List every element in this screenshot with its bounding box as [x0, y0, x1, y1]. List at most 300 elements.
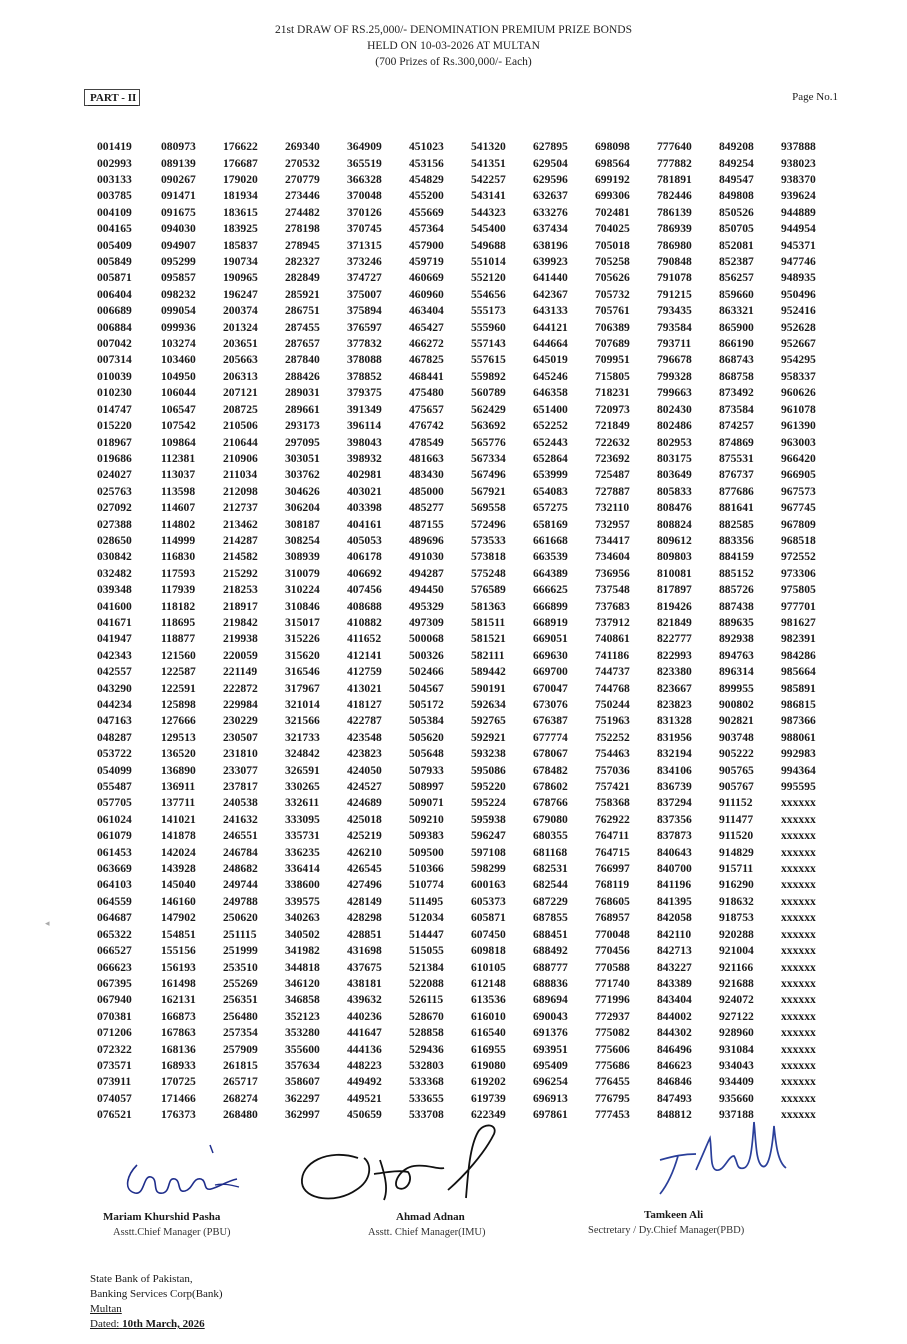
bond-number-cell: 370126	[347, 205, 382, 219]
bond-number-cell: 495329	[409, 599, 444, 613]
bond-number-cell: 802430	[657, 402, 692, 416]
bond-number-cell: 680355	[533, 829, 568, 843]
bond-number-cell: 688836	[533, 976, 568, 990]
bond-number-cell: 966420	[781, 451, 816, 465]
bond-number-cell: 210906	[223, 451, 258, 465]
bond-number-cell: 944954	[781, 222, 816, 236]
bond-number-cell: 505648	[409, 747, 444, 761]
bond-number-cell: 732110	[595, 501, 630, 515]
bond-number-cell: 457900	[409, 238, 444, 252]
bond-number-cell: 505620	[409, 730, 444, 744]
bond-number-cell: 868743	[719, 353, 754, 367]
bond-number-cell: 509071	[409, 796, 444, 810]
bond-number-cell: 057705	[97, 796, 132, 810]
bond-number-cell: 590191	[471, 681, 506, 695]
bond-number-cell: 067940	[97, 993, 132, 1007]
bond-number-cell: 823823	[657, 698, 692, 712]
bond-number-cell: 850526	[719, 205, 754, 219]
bond-number-cell: 047163	[97, 714, 132, 728]
bond-number-cell: 214287	[223, 533, 258, 547]
bond-number-cell: 768957	[595, 911, 630, 925]
bond-number-cell: 250620	[223, 911, 258, 925]
bond-number-cell: 297095	[285, 435, 320, 449]
bond-number-cell: 597108	[471, 845, 506, 859]
bond-number-cell: 211034	[223, 468, 258, 482]
draw-title: 21st DRAW OF RS.25,000/- DENOMINATION PREMIUM PRIZE BONDS	[275, 24, 632, 36]
number-row	[97, 730, 833, 746]
prize-bond-number-rows	[97, 139, 833, 1123]
number-row	[97, 877, 833, 893]
bond-number-cell: 025763	[97, 484, 132, 498]
bond-number-cell: 573818	[471, 550, 506, 564]
bond-number-cell: 116830	[161, 550, 196, 564]
bond-number-cell: 952628	[781, 320, 816, 334]
bond-number-cell: 095299	[161, 255, 196, 269]
bond-number-cell: 370048	[347, 189, 382, 203]
bond-number-cell: 526115	[409, 993, 444, 1007]
bond-number-cell: 500068	[409, 632, 444, 646]
bond-number-cell: 843227	[657, 960, 692, 974]
bond-number-cell: 336414	[285, 862, 320, 876]
bond-number-cell: 460669	[409, 271, 444, 285]
bond-number-cell: 555960	[471, 320, 506, 334]
bond-number-cell: 961390	[781, 419, 816, 433]
bond-number-cell: 911152	[719, 796, 753, 810]
number-row	[97, 992, 833, 1008]
bond-number-cell: 595938	[471, 812, 506, 826]
bond-number-cell: 155156	[161, 944, 196, 958]
bond-number-cell: 698098	[595, 140, 630, 154]
bond-number-cell: 255269	[223, 976, 258, 990]
bond-number-cell: 552120	[471, 271, 506, 285]
number-row	[97, 812, 833, 828]
bond-number-cell: 664389	[533, 566, 568, 580]
bond-number-cell: 146160	[161, 894, 196, 908]
bond-number-cell: 793711	[657, 337, 692, 351]
bond-number-cell: 883356	[719, 533, 754, 547]
bond-number-cell: 006884	[97, 320, 132, 334]
bond-number-cell: 600163	[471, 878, 506, 892]
bond-number-cell: 143928	[161, 862, 196, 876]
bond-number-cell: 937188	[719, 1108, 754, 1122]
bond-number-cell: 934409	[719, 1075, 754, 1089]
draw-venue: HELD ON 10-03-2026 AT MULTAN	[367, 40, 540, 52]
issue-date-value: 10th March, 2026	[122, 1318, 205, 1330]
bond-number-cell: 751963	[595, 714, 630, 728]
bond-number-cell: 557143	[471, 337, 506, 351]
bond-number-cell: 688451	[533, 927, 568, 941]
bond-number-cell: 455669	[409, 205, 444, 219]
bond-number-cell: 179020	[223, 173, 258, 187]
bond-number-cell: 509500	[409, 845, 444, 859]
bond-number-cell: 846496	[657, 1042, 692, 1056]
bond-number-cell: 889635	[719, 615, 754, 629]
bond-number-cell: 918753	[719, 911, 754, 925]
bond-number-cell: 669700	[533, 665, 568, 679]
bond-number-cell: 528858	[409, 1026, 444, 1040]
bond-number-cell: 118877	[161, 632, 196, 646]
bond-number-cell: 757421	[595, 780, 630, 794]
bond-number-cell: 099936	[161, 320, 196, 334]
number-row	[97, 1091, 833, 1107]
bond-number-cell: 333095	[285, 812, 320, 826]
bond-number-cell: 961078	[781, 402, 816, 416]
bond-number-cell: 137711	[161, 796, 196, 810]
bond-number-cell: 509210	[409, 812, 444, 826]
bond-number-cell: 677774	[533, 730, 568, 744]
bond-number-cell: 529436	[409, 1042, 444, 1056]
bond-number-cell: 766997	[595, 862, 630, 876]
bond-number-cell: 740861	[595, 632, 630, 646]
bond-number-cell: 775686	[595, 1058, 630, 1072]
bond-number-cell: 786980	[657, 238, 692, 252]
bond-number-cell: xxxxxx	[781, 927, 816, 941]
bond-number-cell: 066623	[97, 960, 132, 974]
bond-number-cell: 554656	[471, 287, 506, 301]
bond-number-cell: 201324	[223, 320, 258, 334]
bond-number-cell: 842058	[657, 911, 692, 925]
bond-number-cell: 921166	[719, 960, 754, 974]
bond-number-cell: 340502	[285, 927, 320, 941]
bond-number-cell: 837294	[657, 796, 692, 810]
bond-number-cell: 028650	[97, 533, 132, 547]
bond-number-cell: 734417	[595, 533, 630, 547]
bond-number-cell: 894763	[719, 648, 754, 662]
bond-number-cell: 744768	[595, 681, 630, 695]
bond-number-cell: 176687	[223, 156, 258, 170]
bond-number-cell: 346858	[285, 993, 320, 1007]
bond-number-cell: 663539	[533, 550, 568, 564]
bond-number-cell: 977701	[781, 599, 816, 613]
bond-number-cell: 122591	[161, 681, 196, 695]
bond-number-cell: 718231	[595, 386, 630, 400]
number-row	[97, 795, 833, 811]
bond-number-cell: 905222	[719, 747, 754, 761]
bond-number-cell: 884159	[719, 550, 754, 564]
bond-number-cell: 190734	[223, 255, 258, 269]
bond-number-cell: 975805	[781, 583, 816, 597]
bond-number-cell: 678766	[533, 796, 568, 810]
bond-number-cell: 063669	[97, 862, 132, 876]
bond-number-cell: 251999	[223, 944, 258, 958]
bond-number-cell: 995595	[781, 780, 816, 794]
number-row	[97, 927, 833, 943]
number-row	[97, 221, 833, 237]
number-row	[97, 434, 833, 450]
bond-number-cell: 935660	[719, 1091, 754, 1105]
bond-number-cell: 379375	[347, 386, 382, 400]
bond-number-cell: 668919	[533, 615, 568, 629]
bond-number-cell: 928960	[719, 1026, 754, 1040]
bond-number-cell: 321566	[285, 714, 320, 728]
bond-number-cell: 039348	[97, 583, 132, 597]
bond-number-cell: 576589	[471, 583, 506, 597]
bond-number-cell: 931084	[719, 1042, 754, 1056]
bond-number-cell: 205663	[223, 353, 258, 367]
bond-number-cell: 449492	[347, 1075, 382, 1089]
number-row	[97, 1041, 833, 1057]
bond-number-cell: 106547	[161, 402, 196, 416]
bond-number-cell: 781891	[657, 173, 692, 187]
bond-number-cell: 555173	[471, 304, 506, 318]
bond-number-cell: 065322	[97, 927, 132, 941]
bond-number-cell: 230507	[223, 730, 258, 744]
bond-number-cell: 229984	[223, 698, 258, 712]
bond-number-cell: 725487	[595, 468, 630, 482]
bond-number-cell: 610105	[471, 960, 506, 974]
bond-number-cell: 483430	[409, 468, 444, 482]
bond-number-cell: 629596	[533, 173, 568, 187]
bond-number-cell: 206313	[223, 369, 258, 383]
bond-number-cell: 095857	[161, 271, 196, 285]
issuer-city: Multan	[90, 1303, 122, 1315]
bond-number-cell: 027092	[97, 501, 132, 515]
bond-number-cell: 200374	[223, 304, 258, 318]
bond-number-cell: 678067	[533, 747, 568, 761]
bond-number-cell: 722632	[595, 435, 630, 449]
bond-number-cell: 024027	[97, 468, 132, 482]
bond-number-cell: 340263	[285, 911, 320, 925]
bond-number-cell: 053722	[97, 747, 132, 761]
bond-number-cell: 315017	[285, 615, 320, 629]
bond-number-cell: 699306	[595, 189, 630, 203]
bond-number-cell: 796678	[657, 353, 692, 367]
bond-number-cell: 721849	[595, 419, 630, 433]
bond-number-cell: 459719	[409, 255, 444, 269]
bond-number-cell: 802486	[657, 419, 692, 433]
bond-number-cell: 699192	[595, 173, 630, 187]
bond-number-cell: 637434	[533, 222, 568, 236]
bond-number-cell: 042343	[97, 648, 132, 662]
document-header	[0, 22, 907, 70]
number-row	[97, 467, 833, 483]
issuer-footer	[90, 1272, 223, 1332]
number-row	[97, 369, 833, 385]
bond-number-cell: 693951	[533, 1042, 568, 1056]
bond-number-cell: 136911	[161, 780, 196, 794]
bond-number-cell: 231810	[223, 747, 258, 761]
bond-number-cell: 593238	[471, 747, 506, 761]
bond-number-cell: 176373	[161, 1108, 196, 1122]
bond-number-cell: 261815	[223, 1058, 258, 1072]
bond-number-cell: 817897	[657, 583, 692, 597]
bond-number-cell: 958337	[781, 369, 816, 383]
bond-number-cell: 076521	[97, 1108, 132, 1122]
bond-number-cell: 607450	[471, 927, 506, 941]
bond-number-cell: 646358	[533, 386, 568, 400]
bond-number-cell: 533655	[409, 1091, 444, 1105]
bond-number-cell: 315620	[285, 648, 320, 662]
bond-number-cell: 196247	[223, 287, 258, 301]
bond-number-cell: 695409	[533, 1058, 568, 1072]
bond-number-cell: 689694	[533, 993, 568, 1007]
bond-number-cell: 596247	[471, 829, 506, 843]
bond-number-cell: 875531	[719, 451, 754, 465]
bond-number-cell: 366328	[347, 173, 382, 187]
number-row	[97, 549, 833, 565]
bond-number-cell: 014747	[97, 402, 132, 416]
bond-number-cell: 514447	[409, 927, 444, 941]
bond-number-cell: 688492	[533, 944, 568, 958]
bond-number-cell: 114999	[161, 533, 196, 547]
bond-number-cell: 849254	[719, 156, 754, 170]
signatory-title-1: Asstt.Chief Manager (PBU)	[113, 1227, 231, 1238]
bond-number-cell: 304626	[285, 484, 320, 498]
bond-number-cell: 373246	[347, 255, 382, 269]
bond-number-cell: 549688	[471, 238, 506, 252]
bond-number-cell: 544323	[471, 205, 506, 219]
page-number: Page No.1	[792, 91, 838, 103]
bond-number-cell: 963003	[781, 435, 816, 449]
bond-number-cell: 521384	[409, 960, 444, 974]
bond-number-cell: 270779	[285, 173, 320, 187]
bond-number-cell: 256351	[223, 993, 258, 1007]
bond-number-cell: 428851	[347, 927, 382, 941]
bond-number-cell: 015220	[97, 419, 132, 433]
bond-number-cell: 723692	[595, 451, 630, 465]
bond-number-cell: 938370	[781, 173, 816, 187]
bond-number-cell: 007042	[97, 337, 132, 351]
bond-number-cell: 619739	[471, 1091, 506, 1105]
bond-number-cell: 091675	[161, 205, 196, 219]
bond-number-cell: 044234	[97, 698, 132, 712]
bond-number-cell: 167863	[161, 1026, 196, 1040]
bond-number-cell: 831328	[657, 714, 692, 728]
bond-number-cell: 071206	[97, 1026, 132, 1040]
bond-number-cell: 404161	[347, 517, 382, 531]
bond-number-cell: 859660	[719, 287, 754, 301]
bond-number-cell: 253510	[223, 960, 258, 974]
bond-number-cell: 844002	[657, 1009, 692, 1023]
bond-number-cell: 136520	[161, 747, 196, 761]
bond-number-cell: 185837	[223, 238, 258, 252]
bond-number-cell: 410882	[347, 615, 382, 629]
bond-number-cell: 644121	[533, 320, 568, 334]
bond-number-cell: 987366	[781, 714, 816, 728]
bond-number-cell: 306204	[285, 501, 320, 515]
bond-number-cell: 915711	[719, 862, 754, 876]
bond-number-cell: 822777	[657, 632, 692, 646]
bond-number-cell: 609818	[471, 944, 506, 958]
bond-number-cell: 048287	[97, 730, 132, 744]
bond-number-cell: 645246	[533, 369, 568, 383]
bond-number-cell: 776455	[595, 1075, 630, 1089]
bond-number-cell: 622349	[471, 1108, 506, 1122]
bond-number-cell: 771996	[595, 993, 630, 1007]
part-label: PART - II	[90, 92, 137, 104]
bond-number-cell: 775606	[595, 1042, 630, 1056]
bond-number-cell: 494450	[409, 583, 444, 597]
bond-number-cell: 005849	[97, 255, 132, 269]
bond-number-cell: 221149	[223, 665, 258, 679]
bond-number-cell: 598299	[471, 862, 506, 876]
bond-number-cell: 843389	[657, 976, 692, 990]
bond-number-cell: 423823	[347, 747, 382, 761]
prize-description: (700 Prizes of Rs.300,000/- Each)	[375, 56, 532, 68]
bond-number-cell: 885726	[719, 583, 754, 597]
bond-number-cell: 633276	[533, 205, 568, 219]
bond-number-cell: 515055	[409, 944, 444, 958]
bond-number-cell: 487155	[409, 517, 444, 531]
bond-number-cell: 595086	[471, 763, 506, 777]
bond-number-cell: 424050	[347, 763, 382, 777]
bond-number-cell: 117593	[161, 566, 196, 580]
bond-number-cell: xxxxxx	[781, 976, 816, 990]
bond-number-cell: 113598	[161, 484, 196, 498]
bond-number-cell: 118182	[161, 599, 196, 613]
bond-number-cell: 406692	[347, 566, 382, 580]
bond-number-cell: 218917	[223, 599, 258, 613]
bond-number-cell: 882585	[719, 517, 754, 531]
bond-number-cell: xxxxxx	[781, 1009, 816, 1023]
bond-number-cell: 654083	[533, 484, 568, 498]
bond-number-cell: 887438	[719, 599, 754, 613]
bond-number-cell: 162131	[161, 993, 196, 1007]
bond-number-cell: 707689	[595, 337, 630, 351]
bond-number-cell: 688777	[533, 960, 568, 974]
bond-number-cell: 676387	[533, 714, 568, 728]
bond-number-cell: 041671	[97, 615, 132, 629]
bond-number-cell: 644664	[533, 337, 568, 351]
bond-number-cell: 642367	[533, 287, 568, 301]
bond-number-cell: 666899	[533, 599, 568, 613]
bond-number-cell: 003133	[97, 173, 132, 187]
bond-number-cell: 145040	[161, 878, 196, 892]
issue-date-label: Dated:	[90, 1318, 120, 1330]
bond-number-cell: 810081	[657, 566, 692, 580]
bond-number-cell: 287455	[285, 320, 320, 334]
bond-number-cell: 074057	[97, 1091, 132, 1105]
bond-number-cell: 669051	[533, 632, 568, 646]
bond-number-cell: 080973	[161, 140, 196, 154]
number-row	[97, 615, 833, 631]
bond-number-cell: 310846	[285, 599, 320, 613]
bond-number-cell: 786139	[657, 205, 692, 219]
bond-number-cell: 288426	[285, 369, 320, 383]
bond-number-cell: 005871	[97, 271, 132, 285]
bond-number-cell: 670047	[533, 681, 568, 695]
bond-number-cell: 041600	[97, 599, 132, 613]
bond-number-cell: 805833	[657, 484, 692, 498]
bond-number-cell: 064559	[97, 894, 132, 908]
bond-number-cell: 848812	[657, 1108, 692, 1122]
signature-ahmad	[288, 1118, 518, 1213]
bond-number-cell: 874869	[719, 435, 754, 449]
bond-number-cell: 183615	[223, 205, 258, 219]
bond-number-cell: 454829	[409, 173, 444, 187]
bond-number-cell: 176622	[223, 140, 258, 154]
bond-number-cell: 089139	[161, 156, 196, 170]
number-row	[97, 385, 833, 401]
number-row	[97, 287, 833, 303]
margin-mark: ◂	[45, 918, 50, 928]
bond-number-cell: 376597	[347, 320, 382, 334]
bond-number-cell: 736956	[595, 566, 630, 580]
bond-number-cell: 697861	[533, 1108, 568, 1122]
bond-number-cell: xxxxxx	[781, 1075, 816, 1089]
bond-number-cell: 994364	[781, 763, 816, 777]
bond-number-cell: 770588	[595, 960, 630, 974]
bond-number-cell: 866190	[719, 337, 754, 351]
bond-number-cell: xxxxxx	[781, 993, 816, 1007]
bond-number-cell: 592765	[471, 714, 506, 728]
bond-number-cell: xxxxxx	[781, 878, 816, 892]
bond-number-cell: 094907	[161, 238, 196, 252]
bond-number-cell: 822993	[657, 648, 692, 662]
bond-number-cell: 652864	[533, 451, 568, 465]
bond-number-cell: 171466	[161, 1091, 196, 1105]
bond-number-cell: 455200	[409, 189, 444, 203]
